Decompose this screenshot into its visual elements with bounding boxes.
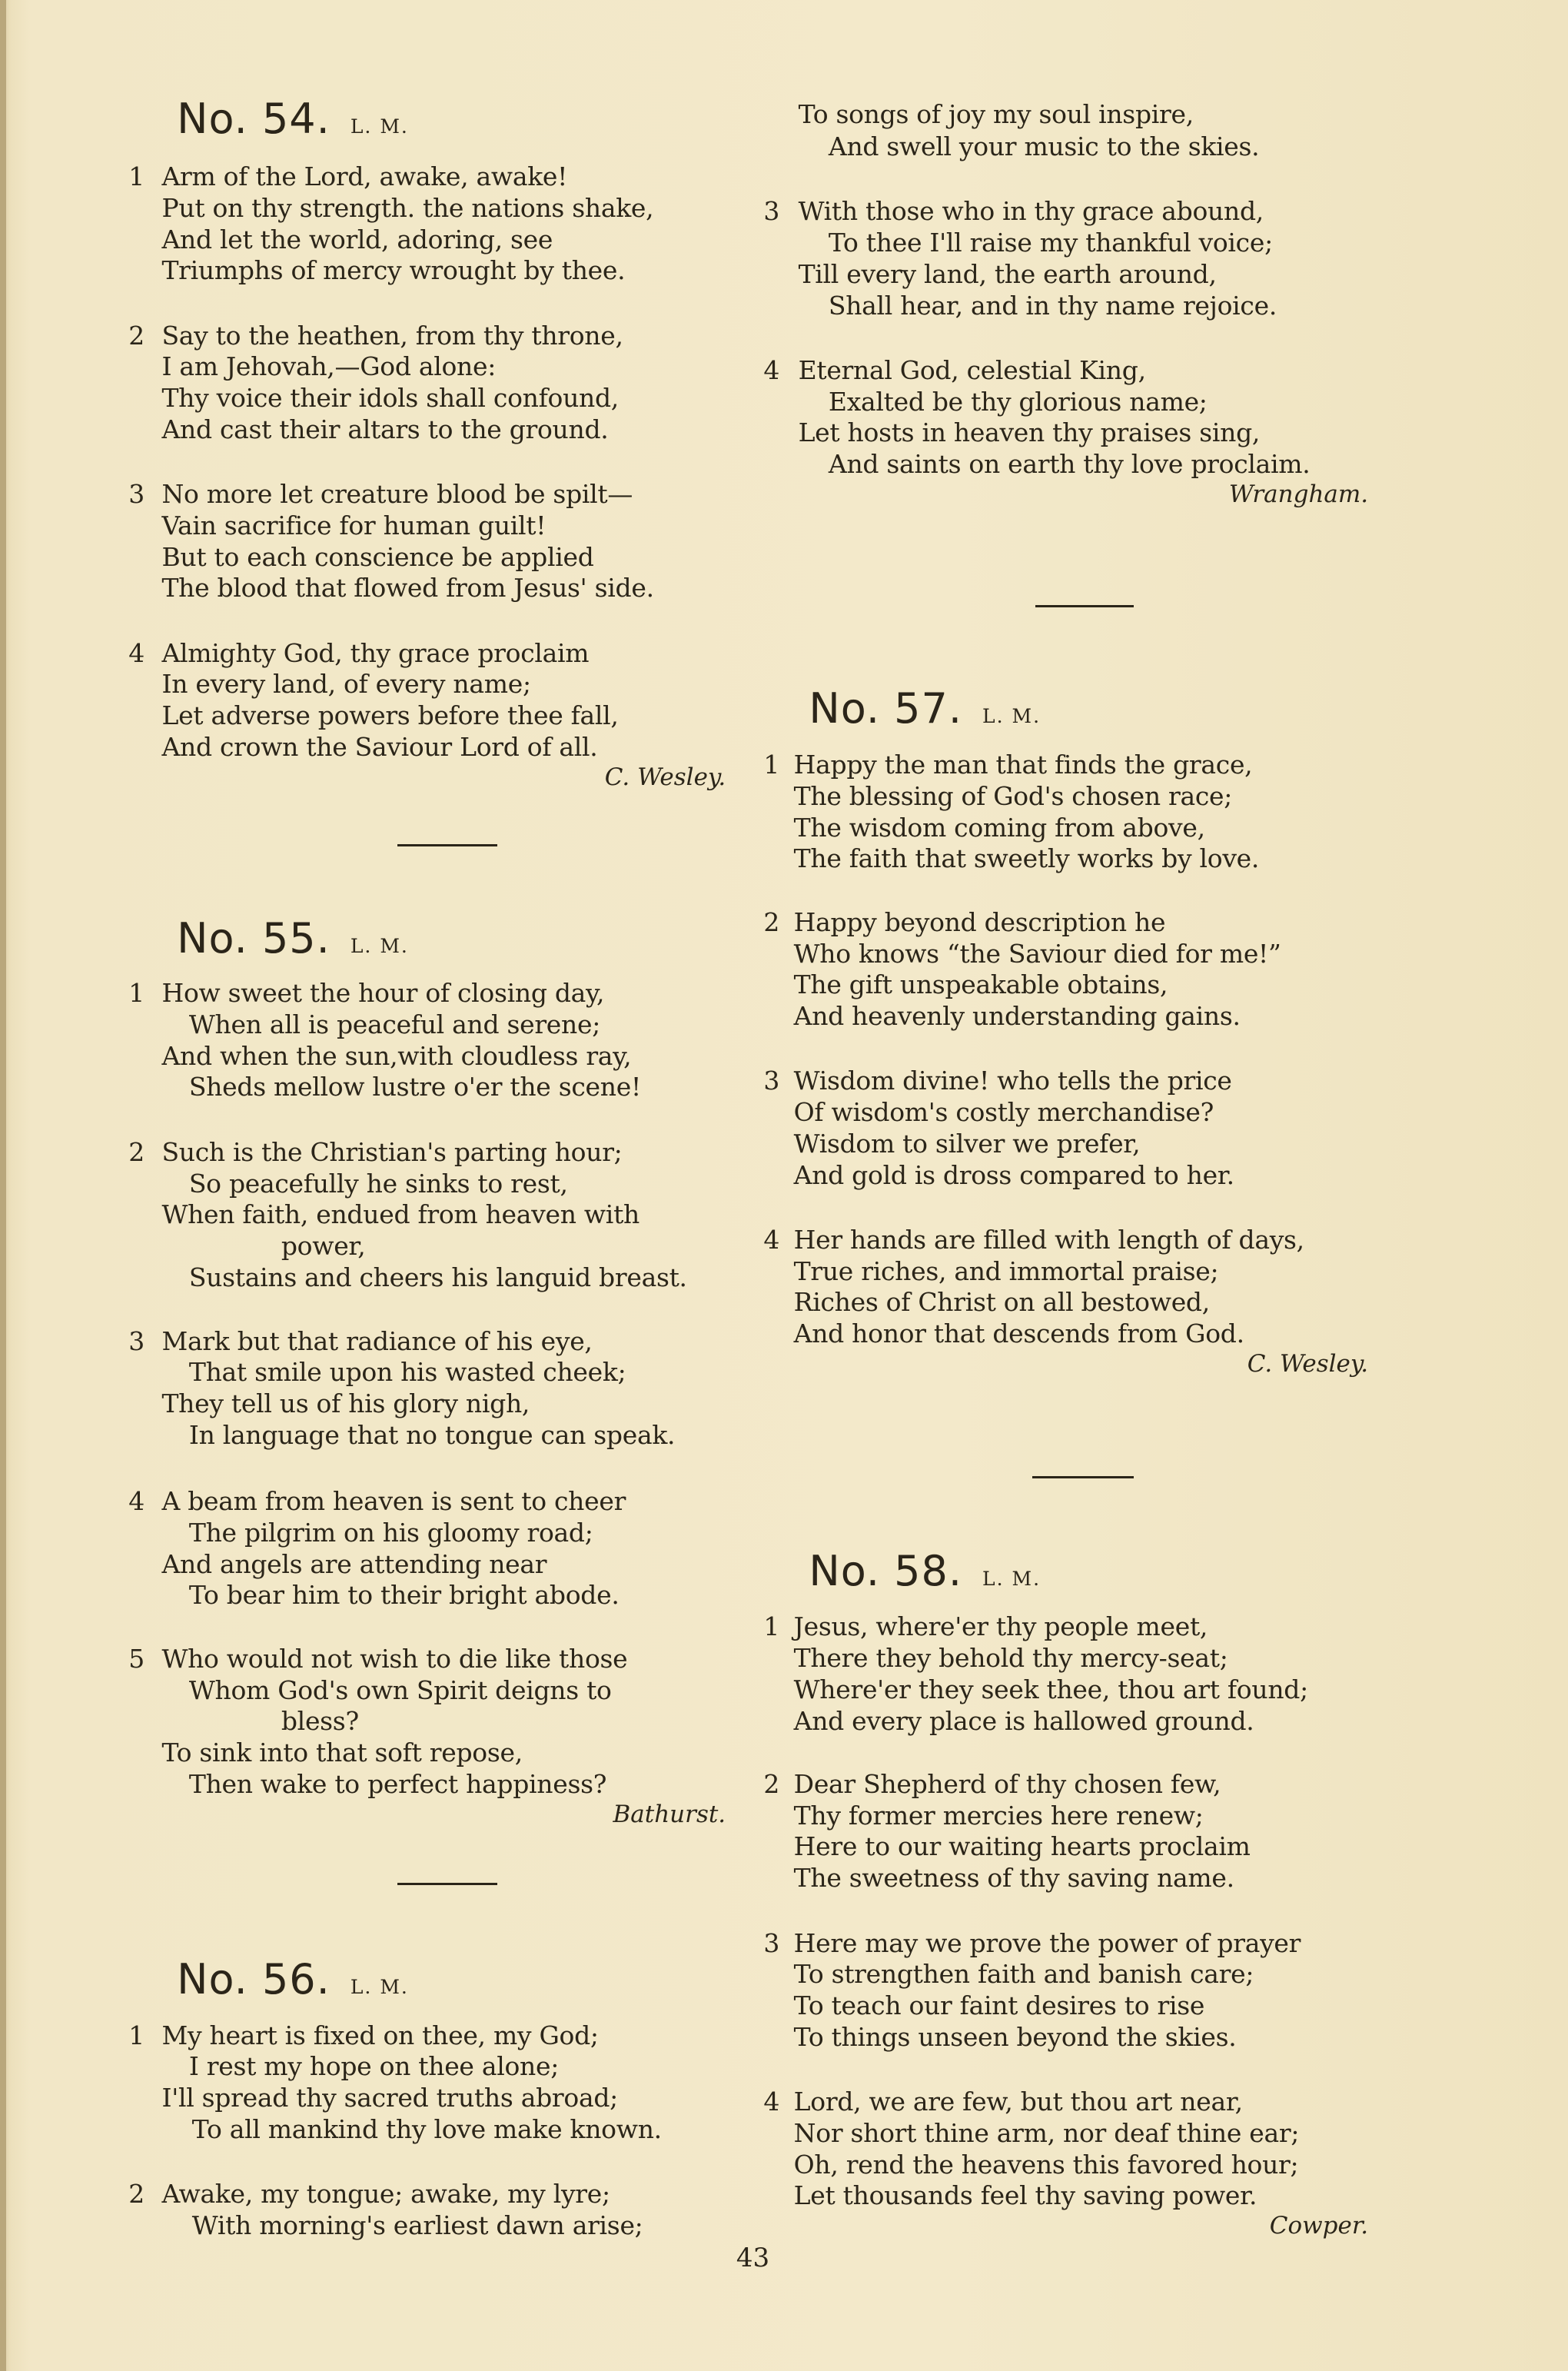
verse-line: To things unseen beyond the skies. <box>793 2021 1237 2052</box>
stanza-number: 4 <box>763 2087 780 2117</box>
verse-line: Lord, we are few, but thou art near, <box>793 2087 1243 2117</box>
verse-line: Sheds mellow lustre o'er the scene! <box>188 1072 641 1102</box>
verse-line: A beam from heaven is sent to cheer <box>161 1486 626 1517</box>
verse-line: The blood that flowed from Jesus' side. <box>161 573 654 604</box>
page-binding-edge <box>0 0 6 2371</box>
verse-line: And angels are attending near <box>161 1548 547 1579</box>
verse-line: Where'er they seek thee, thou art found; <box>793 1674 1308 1704</box>
verse-line: The sweetness of thy saving name. <box>793 1863 1234 1894</box>
verse-line: And every place is hallowed ground. <box>793 1705 1254 1736</box>
stanza-number: 1 <box>763 1611 780 1642</box>
stanza-number: 3 <box>763 1066 780 1096</box>
verse-line: How sweet the hour of closing day, <box>161 978 605 1009</box>
verse-line: bless? <box>281 1706 359 1737</box>
section-divider <box>1032 1476 1134 1478</box>
stanza-number: 1 <box>128 978 145 1009</box>
stanza-number: 2 <box>763 1769 780 1800</box>
stanza-number: 4 <box>763 1224 780 1255</box>
hymn-number: No. 54. <box>177 95 331 144</box>
verse-line: I rest my hope on thee alone; <box>188 2051 560 2082</box>
verse-line: And let the world, adoring, see <box>161 224 553 254</box>
stanza-number: 2 <box>128 2179 145 2210</box>
verse-line: Exalted be thy glorious name; <box>828 386 1208 417</box>
hymn-author: Cowper. <box>1269 2212 1369 2240</box>
verse-line: With those who in thy grace abound, <box>798 196 1264 227</box>
verse-line: And gold is dross compared to her. <box>793 1159 1234 1190</box>
verse-line: Vain sacrifice for human guilt! <box>161 510 546 540</box>
verse-line: Thy voice their idols shall confound, <box>161 383 619 414</box>
verse-line: Till every land, the earth around, <box>798 258 1217 289</box>
verse-line: Oh, rend the heavens this favored hour; <box>793 2149 1299 2180</box>
verse-line: To songs of joy my soul inspire, <box>798 99 1194 130</box>
verse-line: That smile upon his wasted cheek; <box>188 1357 626 1388</box>
verse-line: Triumphs of mercy wrought by thee. <box>161 255 626 286</box>
verse-line: The pilgrim on his gloomy road; <box>188 1517 593 1548</box>
verse-line: Her hands are filled with length of days, <box>793 1224 1304 1255</box>
verse-line: In language that no tongue can speak. <box>188 1419 676 1450</box>
verse-line: Here may we prove the power of prayer <box>793 1927 1301 1958</box>
verse-line: Eternal God, celestial King, <box>798 354 1146 385</box>
verse-line: Who would not wish to die like those <box>161 1643 628 1674</box>
verse-line: With morning's earliest dawn arise; <box>191 2210 643 2241</box>
verse-line: No more let creature blood be spilt— <box>161 479 633 510</box>
verse-line: They tell us of his glory nigh, <box>161 1388 530 1419</box>
page-number: 43 <box>736 2242 770 2273</box>
verse-line: Put on thy strength. the nations shake, <box>161 192 654 223</box>
verse-line: Arm of the Lord, awake, awake! <box>161 161 568 192</box>
verse-line: The blessing of God's chosen race; <box>793 781 1233 812</box>
hymn-meter: L. M. <box>350 935 409 958</box>
stanza-number: 4 <box>128 637 145 668</box>
hymn-heading <box>177 916 409 972</box>
verse-line: My heart is fixed on thee, my God; <box>161 2020 599 2050</box>
verse-line: Dear Shepherd of thy chosen few, <box>793 1769 1221 1800</box>
verse-line: To bear him to their bright abode. <box>188 1580 620 1611</box>
hymn-meter: L. M. <box>350 115 409 138</box>
section-divider <box>397 844 497 846</box>
verse-line: The faith that sweetly works by love. <box>793 843 1260 874</box>
verse-line: But to each conscience be applied <box>161 541 594 572</box>
verse-line: To teach our faint desires to rise <box>793 1990 1205 2021</box>
verse-line: Riches of Christ on all bestowed, <box>793 1287 1210 1318</box>
stanza-number: 2 <box>763 906 780 937</box>
verse-line: Wisdom to silver we prefer, <box>793 1128 1141 1159</box>
stanza-number: 1 <box>763 750 780 780</box>
hymn-author: C. Wesley. <box>1247 1350 1369 1378</box>
verse-line: And swell your music to the skies. <box>828 131 1260 161</box>
stanza-number: 5 <box>128 1643 145 1674</box>
verse-line: In every land, of every name; <box>161 669 531 700</box>
verse-line: When all is peaceful and serene; <box>188 1009 601 1040</box>
verse-line: Thy former mercies here renew; <box>793 1800 1204 1831</box>
verse-line: I am Jehovah,—God alone: <box>161 351 497 382</box>
verse-line: Who knows “the Saviour died for me!” <box>793 938 1281 969</box>
verse-line: Here to our waiting hearts proclaim <box>793 1831 1251 1862</box>
hymn-heading <box>177 1954 409 2013</box>
verse-line: And honor that descends from God. <box>793 1319 1244 1349</box>
verse-line: To strengthen faith and banish care; <box>793 1959 1254 1990</box>
hymn-author: Wrangham. <box>1228 481 1369 509</box>
hymn-heading <box>809 686 1041 742</box>
verse-line: When faith, endued from heaven with <box>161 1199 639 1230</box>
verse-line: Such is the Christian's parting hour; <box>161 1136 623 1167</box>
verse-line: Of wisdom's costly merchandise? <box>793 1097 1214 1128</box>
hymn-number: No. 57. <box>809 684 963 733</box>
verse-line: Jesus, where'er thy people meet, <box>793 1611 1208 1642</box>
stanza-number: 3 <box>763 1927 780 1958</box>
verse-line: I'll spread thy sacred truths abroad; <box>161 2083 618 2113</box>
verse-line: To thee I'll raise my thankful voice; <box>828 228 1273 258</box>
verse-line: And crown the Saviour Lord of all. <box>161 731 598 762</box>
stanza-number: 4 <box>763 354 780 385</box>
hymn-meter: L. M. <box>982 705 1041 728</box>
hymn-author: C. Wesley. <box>604 763 726 792</box>
verse-line: Awake, my tongue; awake, my lyre; <box>161 2179 610 2210</box>
hymn-number: No. 58. <box>809 1546 963 1595</box>
hymn-meter: L. M. <box>350 1975 409 1998</box>
verse-line: Almighty God, thy grace proclaim <box>161 637 590 668</box>
verse-line: Sustains and cheers his languid breast. <box>188 1262 687 1292</box>
verse-line: Nor short thine arm, nor deaf thine ear; <box>793 2117 1300 2148</box>
verse-line: power, <box>281 1231 366 1261</box>
verse-line: So peacefully he sinks to rest, <box>188 1168 568 1199</box>
verse-line: Then wake to perfect happiness? <box>188 1768 607 1799</box>
verse-line: And saints on earth thy love proclaim. <box>828 449 1311 480</box>
verse-line: And when the sun,with cloudless ray, <box>161 1040 632 1071</box>
verse-line: And cast their altars to the ground. <box>161 414 609 444</box>
verse-line: And heavenly understanding gains. <box>793 1001 1241 1032</box>
verse-line: To all mankind thy love make known. <box>191 2113 662 2144</box>
verse-line: There they behold thy mercy-seat; <box>793 1643 1228 1674</box>
verse-line: Let adverse powers before thee fall, <box>161 700 619 731</box>
hymn-author: Bathurst. <box>613 1801 726 1829</box>
hymn-meter: L. M. <box>982 1567 1041 1590</box>
stanza-number: 2 <box>128 1136 145 1167</box>
verse-line: The gift unspeakable obtains, <box>793 969 1168 1000</box>
hymn-number: No. 56. <box>177 1954 331 2004</box>
stanza-number: 1 <box>128 161 145 192</box>
verse-line: True riches, and immortal praise; <box>793 1255 1219 1286</box>
stanza-number: 3 <box>128 1325 145 1356</box>
stanza-number: 2 <box>128 320 145 351</box>
verse-line: Mark but that radiance of his eye, <box>161 1325 593 1356</box>
section-divider <box>1035 605 1134 607</box>
stanza-number: 3 <box>128 479 145 510</box>
section-divider <box>397 1883 497 1885</box>
verse-line: Let hosts in heaven thy praises sing, <box>798 417 1261 448</box>
stanza-number: 4 <box>128 1486 145 1517</box>
hymn-number: No. 55. <box>177 914 331 963</box>
hymn-heading <box>809 1548 1041 1604</box>
verse-line: To sink into that soft repose, <box>161 1737 523 1767</box>
verse-line: Shall hear, and in thy name rejoice. <box>828 290 1277 321</box>
verse-line: Wisdom divine! who tells the price <box>793 1066 1232 1096</box>
stanza-number: 3 <box>763 196 780 227</box>
verse-line: The wisdom coming from above, <box>793 812 1205 843</box>
verse-line: Happy the man that finds the grace, <box>793 750 1253 780</box>
verse-line: Whom God's own Spirit deigns to <box>188 1674 612 1705</box>
hymn-heading <box>177 96 409 152</box>
verse-line: Happy beyond description he <box>793 906 1166 937</box>
stanza-number: 1 <box>128 2020 145 2050</box>
verse-line: Let thousands feel thy saving power. <box>793 2180 1257 2211</box>
verse-line: Say to the heathen, from thy throne, <box>161 320 623 351</box>
